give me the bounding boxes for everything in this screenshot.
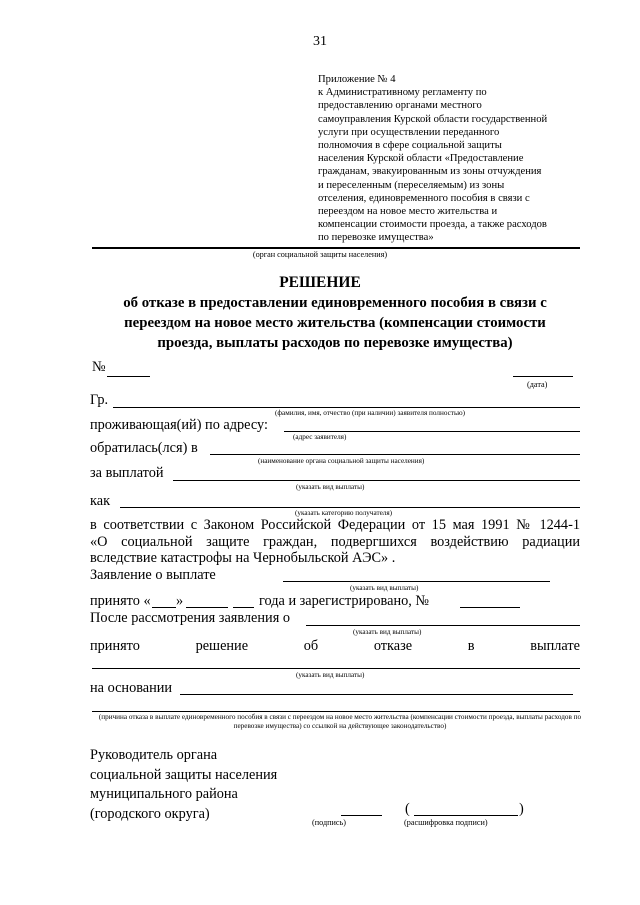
decision-word: об: [303, 638, 319, 654]
signatory-line: муниципального района: [90, 786, 238, 802]
number-label: №: [92, 359, 106, 375]
signatory-block: [90, 746, 277, 824]
review-caption: (указать вид выплаты): [353, 628, 422, 636]
address-field[interactable]: [284, 431, 580, 432]
document-title: РЕШЕНИЕ: [279, 274, 361, 291]
annex-line: самоуправления Курской области государственной: [318, 113, 548, 125]
annex-line: переездом на новое место жительства и: [318, 206, 498, 218]
signatory-line: Руководитель органа: [90, 747, 218, 763]
annex-line: услуги при осуществлении переданного: [318, 126, 500, 138]
applied-caption: (наименование органа социальной защиты населения): [258, 457, 425, 465]
law-paragraph: [90, 517, 580, 567]
review-label: После рассмотрения заявления о: [90, 610, 291, 626]
org-caption: (орган социальной защиты населения): [252, 250, 388, 259]
decode-caption: (расшифровка подписи): [404, 818, 488, 827]
annex-line: населения Курской области «Предоставление: [318, 153, 524, 165]
annex-line: отселения, единовременного пособия в связи с: [318, 192, 530, 204]
accepted-prefix: принято «: [90, 593, 151, 609]
signatory-line: (городского округа): [90, 805, 210, 822]
payment-label: за выплатой: [90, 465, 164, 481]
decision-word: в: [467, 638, 475, 654]
address-caption: (адрес заявителя): [293, 433, 347, 441]
decision-row: [90, 638, 580, 655]
accepted-day-field[interactable]: [152, 607, 176, 608]
annex-line: гражданам, эвакуированным из зоны отчуждения: [318, 166, 542, 178]
category-field[interactable]: [120, 507, 580, 508]
law-line: «О социальной защите граждан, подвергшихся воздействию радиации: [90, 533, 580, 550]
address-label: проживающая(ий) по адресу:: [90, 417, 268, 433]
accepted-quote: »: [176, 593, 184, 609]
as-label: как: [90, 493, 111, 509]
payment-field[interactable]: [173, 480, 580, 481]
basis-field[interactable]: [180, 694, 573, 695]
subtitle-line: об отказе в предоставлении единовременного пособия в связи с: [123, 295, 547, 311]
decision-word: выплате: [530, 638, 580, 654]
decode-field[interactable]: [414, 815, 518, 816]
applied-field[interactable]: [210, 454, 580, 455]
decision-word: принято: [90, 638, 140, 654]
date-caption: (дата): [527, 380, 548, 389]
annex-line: по перевозке имущества»: [318, 232, 434, 244]
subtitle-line: переездом на новое место жительства (компенсации стоимости: [124, 315, 546, 331]
citizen-label: Гр.: [90, 392, 109, 408]
applied-label: обратилась(лся) в: [90, 440, 198, 456]
decision-word: отказе: [373, 638, 413, 654]
law-line: вследствие катастрофы на Чернобыльской АЭС» .: [90, 550, 396, 566]
number-field[interactable]: [107, 376, 150, 377]
date-field[interactable]: [513, 376, 573, 377]
annex-line: компенсации стоимости проезда, а также расходов: [318, 219, 547, 231]
reason-field[interactable]: [92, 711, 580, 712]
category-caption: (указать категорию получателя): [295, 509, 393, 517]
fio-field[interactable]: [113, 407, 580, 408]
statement-field[interactable]: [283, 581, 550, 582]
paren-close: ): [519, 801, 524, 817]
reason-caption: (причина отказа в выплате единовременного пособия в связи с переездом на новое место жительства (компенсации стоимости проезда, выплаты расходов по перевозке имущества) со ссылкой на действующее законодательство): [98, 713, 582, 730]
accepted-middle: года и зарегистрировано, №: [259, 593, 430, 609]
annex-line: предоставлению органами местного: [318, 100, 482, 112]
paren-open: (: [405, 801, 410, 817]
decision-field[interactable]: [92, 668, 580, 669]
review-field[interactable]: [306, 625, 580, 626]
annex-line: полномочия в сфере социальной защиты: [318, 140, 502, 152]
page-number: 31: [313, 34, 327, 49]
accepted-year-field[interactable]: [233, 607, 254, 608]
annex-line: и переселенным (переселяемым) из зоны: [318, 179, 505, 191]
basis-label: на основании: [90, 680, 173, 696]
fio-caption: (фамилия, имя, отчество (при наличии) заявителя полностью): [275, 409, 465, 417]
annex-line: Приложение № 4: [318, 74, 396, 85]
decision-caption: (указать вид выплаты): [296, 671, 365, 679]
document-subtitle: [90, 293, 580, 353]
statement-label: Заявление о выплате: [90, 567, 216, 583]
statement-caption: (указать вид выплаты): [350, 584, 419, 592]
decision-word: решение: [195, 638, 249, 654]
law-line: в соответствии с Законом Российской Федерации от 15 мая 1991 № 1244-1: [90, 517, 580, 533]
annex-note: [318, 73, 580, 245]
accepted-month-field[interactable]: [186, 607, 228, 608]
signatory-line: социальной защиты населения: [90, 766, 278, 783]
signature-caption: (подпись): [312, 818, 346, 827]
org-line[interactable]: [92, 247, 580, 249]
subtitle-line: проезда, выплаты расходов по перевозке имущества): [157, 335, 513, 351]
registration-number-field[interactable]: [460, 607, 520, 608]
payment-caption: (указать вид выплаты): [296, 483, 365, 491]
annex-line: к Административному регламенту по: [318, 87, 487, 99]
signature-field[interactable]: [341, 815, 382, 816]
